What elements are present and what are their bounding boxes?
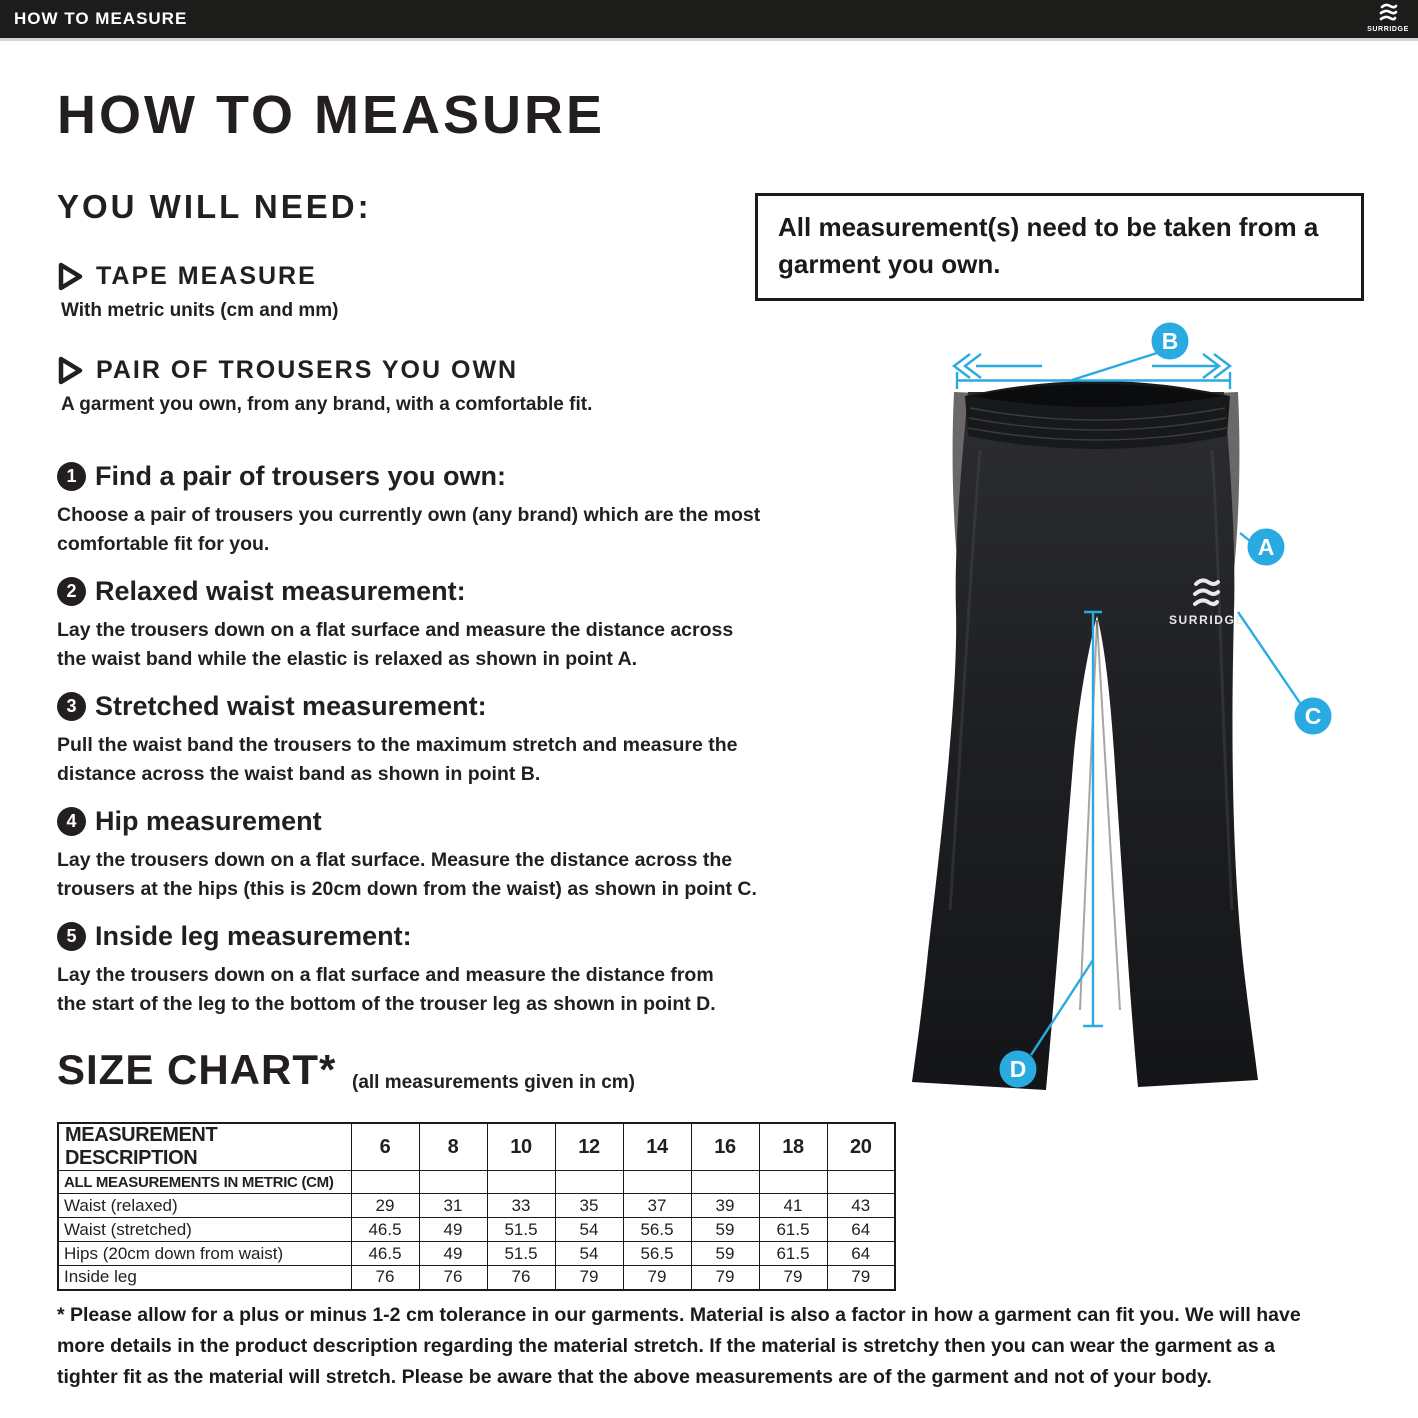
column-header-size: 6	[351, 1123, 419, 1171]
step-number-badge: 3	[57, 692, 86, 721]
row-label: Waist (stretched)	[58, 1218, 351, 1242]
size-chart-subtitle: (all measurements given in cm)	[352, 1072, 635, 1093]
garment-logo-text: SURRIDGE	[1168, 613, 1246, 627]
cell-value: 64	[827, 1242, 895, 1266]
table-row	[58, 1218, 895, 1242]
cell-value: 46.5	[351, 1218, 419, 1242]
cell-value: 33	[487, 1194, 555, 1218]
trousers-silhouette	[912, 392, 1258, 1090]
step-text-line: Lay the trousers down on a flat surface and measure the distance from	[57, 964, 714, 986]
step-text-line: the waist band while the elastic is relaxed as shown in point A.	[57, 648, 638, 670]
cell-value: 76	[419, 1266, 487, 1290]
need-item-title: TAPE MEASURE	[96, 262, 317, 290]
step-title: Find a pair of trousers you own:	[95, 461, 507, 491]
step-text-line: Choose a pair of trousers you currently own (any brand) which are the most	[57, 504, 761, 526]
column-header-size: 18	[759, 1123, 827, 1171]
step-text-line: distance across the waist band as shown in point B.	[57, 763, 541, 785]
step-4	[57, 806, 757, 904]
leader-line-b	[1072, 353, 1157, 380]
row-label: Hips (20cm down from waist)	[58, 1242, 351, 1266]
need-item-title: PAIR OF TROUSERS YOU OWN	[96, 356, 519, 384]
surridge-logo	[1366, 2, 1410, 36]
need-item-description: A garment you own, from any brand, with a comfortable fit.	[61, 394, 593, 415]
trousers-measurement-diagram	[850, 310, 1370, 1110]
cell-value: 54	[555, 1218, 623, 1242]
cell-value: 79	[623, 1266, 691, 1290]
cell-value: 76	[351, 1266, 419, 1290]
table-row	[58, 1242, 895, 1266]
cell-value: 49	[419, 1242, 487, 1266]
cell-value: 61.5	[759, 1218, 827, 1242]
point-b-label: B	[1161, 328, 1179, 354]
step-5	[57, 921, 716, 1019]
step-2	[57, 576, 733, 674]
step-title: Relaxed waist measurement:	[95, 576, 466, 606]
cell-value: 79	[827, 1266, 895, 1290]
cell-value: 79	[555, 1266, 623, 1290]
step-title: Hip measurement	[95, 806, 322, 836]
measurement-note-box: All measurement(s) need to be taken from a garment you own.	[755, 193, 1364, 301]
cell-value: 46.5	[351, 1242, 419, 1266]
leader-line-c	[1238, 612, 1300, 703]
cell-value: 41	[759, 1194, 827, 1218]
column-header-size: 16	[691, 1123, 759, 1171]
trousers-diagram-svg	[850, 310, 1370, 1110]
cell-value: 76	[487, 1266, 555, 1290]
cell-value: 51.5	[487, 1218, 555, 1242]
need-item-description: With metric units (cm and mm)	[61, 300, 339, 321]
step-number-badge: 4	[57, 807, 86, 836]
column-header-size: 14	[623, 1123, 691, 1171]
cell-value: 56.5	[623, 1242, 691, 1266]
stretch-arrow-left-icon	[954, 354, 1042, 378]
size-chart-heading: SIZE CHART*	[57, 1046, 337, 1093]
table-metric-row	[58, 1171, 895, 1194]
point-c-label: C	[1304, 703, 1322, 729]
cell-value: 29	[351, 1194, 419, 1218]
table-row	[58, 1266, 895, 1290]
cell-value: 79	[691, 1266, 759, 1290]
step-3	[57, 691, 738, 789]
column-header-size: 8	[419, 1123, 487, 1171]
column-header-description: MEASUREMENT DESCRIPTION	[58, 1123, 351, 1171]
point-d-marker	[1000, 1051, 1037, 1088]
trousers-waistband	[965, 381, 1230, 449]
cell-value: 35	[555, 1194, 623, 1218]
top-bar	[0, 0, 1418, 41]
step-text-line: Lay the trousers down on a flat surface and measure the distance across	[57, 619, 734, 641]
point-d-label: D	[1009, 1056, 1027, 1082]
cell-value: 39	[691, 1194, 759, 1218]
cell-value: 64	[827, 1218, 895, 1242]
step-1	[57, 461, 760, 559]
step-number-badge: 5	[57, 922, 86, 951]
surridge-logo-text: SURRIDGE	[1367, 26, 1409, 33]
triangle-bullet-icon	[57, 356, 84, 385]
footnote-line: more details in the product description regarding the material stretch. If the material is stretchy then you can wear the garment as a	[57, 1335, 1275, 1357]
point-b-marker	[1152, 323, 1189, 360]
cell-value: 54	[555, 1242, 623, 1266]
step-number-badge: 2	[57, 577, 86, 606]
step-text-line: the start of the leg to the bottom of the trouser leg as shown in point D.	[57, 993, 716, 1015]
triangle-bullet-icon	[57, 262, 84, 291]
row-label: Waist (relaxed)	[58, 1194, 351, 1218]
step-text-line: Pull the waist band the trousers to the maximum stretch and measure the	[57, 734, 738, 756]
table-row	[58, 1194, 895, 1218]
point-a-marker	[1248, 529, 1285, 566]
step-text-line: trousers at the hips (this is 20cm down from the waist) as shown in point C.	[57, 878, 757, 900]
cell-value: 79	[759, 1266, 827, 1290]
footnote-line: * Please allow for a plus or minus 1-2 cm tolerance in our garments. Material is also a factor in how a garment can fit you. We will have	[57, 1304, 1301, 1326]
you-will-need-heading: YOU WILL NEED:	[57, 188, 372, 225]
need-item-tape-measure	[57, 262, 317, 291]
column-header-size: 12	[555, 1123, 623, 1171]
cell-value: 51.5	[487, 1242, 555, 1266]
cell-value: 43	[827, 1194, 895, 1218]
cell-value: 56.5	[623, 1218, 691, 1242]
cell-value: 59	[691, 1242, 759, 1266]
table-header-row	[58, 1123, 895, 1171]
column-header-size: 10	[487, 1123, 555, 1171]
cell-value: 31	[419, 1194, 487, 1218]
step-number-badge: 1	[57, 462, 86, 491]
tolerance-footnote	[57, 1300, 1387, 1393]
metric-note-cell: ALL MEASUREMENTS IN METRIC (CM)	[58, 1171, 351, 1194]
need-item-trousers	[57, 356, 518, 385]
cell-value: 61.5	[759, 1242, 827, 1266]
column-header-size: 20	[827, 1123, 895, 1171]
leader-line-a	[1240, 533, 1250, 541]
point-a-label: A	[1257, 534, 1275, 560]
top-bar-title: HOW TO MEASURE	[14, 9, 188, 28]
step-text-line: comfortable fit for you.	[57, 533, 270, 555]
cell-value: 59	[691, 1218, 759, 1242]
point-c-marker	[1295, 698, 1332, 735]
page-title: HOW TO MEASURE	[57, 85, 606, 145]
step-title: Inside leg measurement:	[95, 921, 412, 951]
step-title: Stretched waist measurement:	[95, 691, 487, 721]
cell-value: 49	[419, 1218, 487, 1242]
size-chart-table	[57, 1122, 896, 1291]
row-label: Inside leg	[58, 1266, 351, 1290]
step-text-line: Lay the trousers down on a flat surface. Measure the distance across the	[57, 849, 733, 871]
footnote-line: tighter fit as the material will stretch. Please be aware that the above measurements are of the garment and not of your body.	[57, 1366, 1212, 1388]
cell-value: 37	[623, 1194, 691, 1218]
surridge-logo-icon	[1366, 2, 1410, 36]
